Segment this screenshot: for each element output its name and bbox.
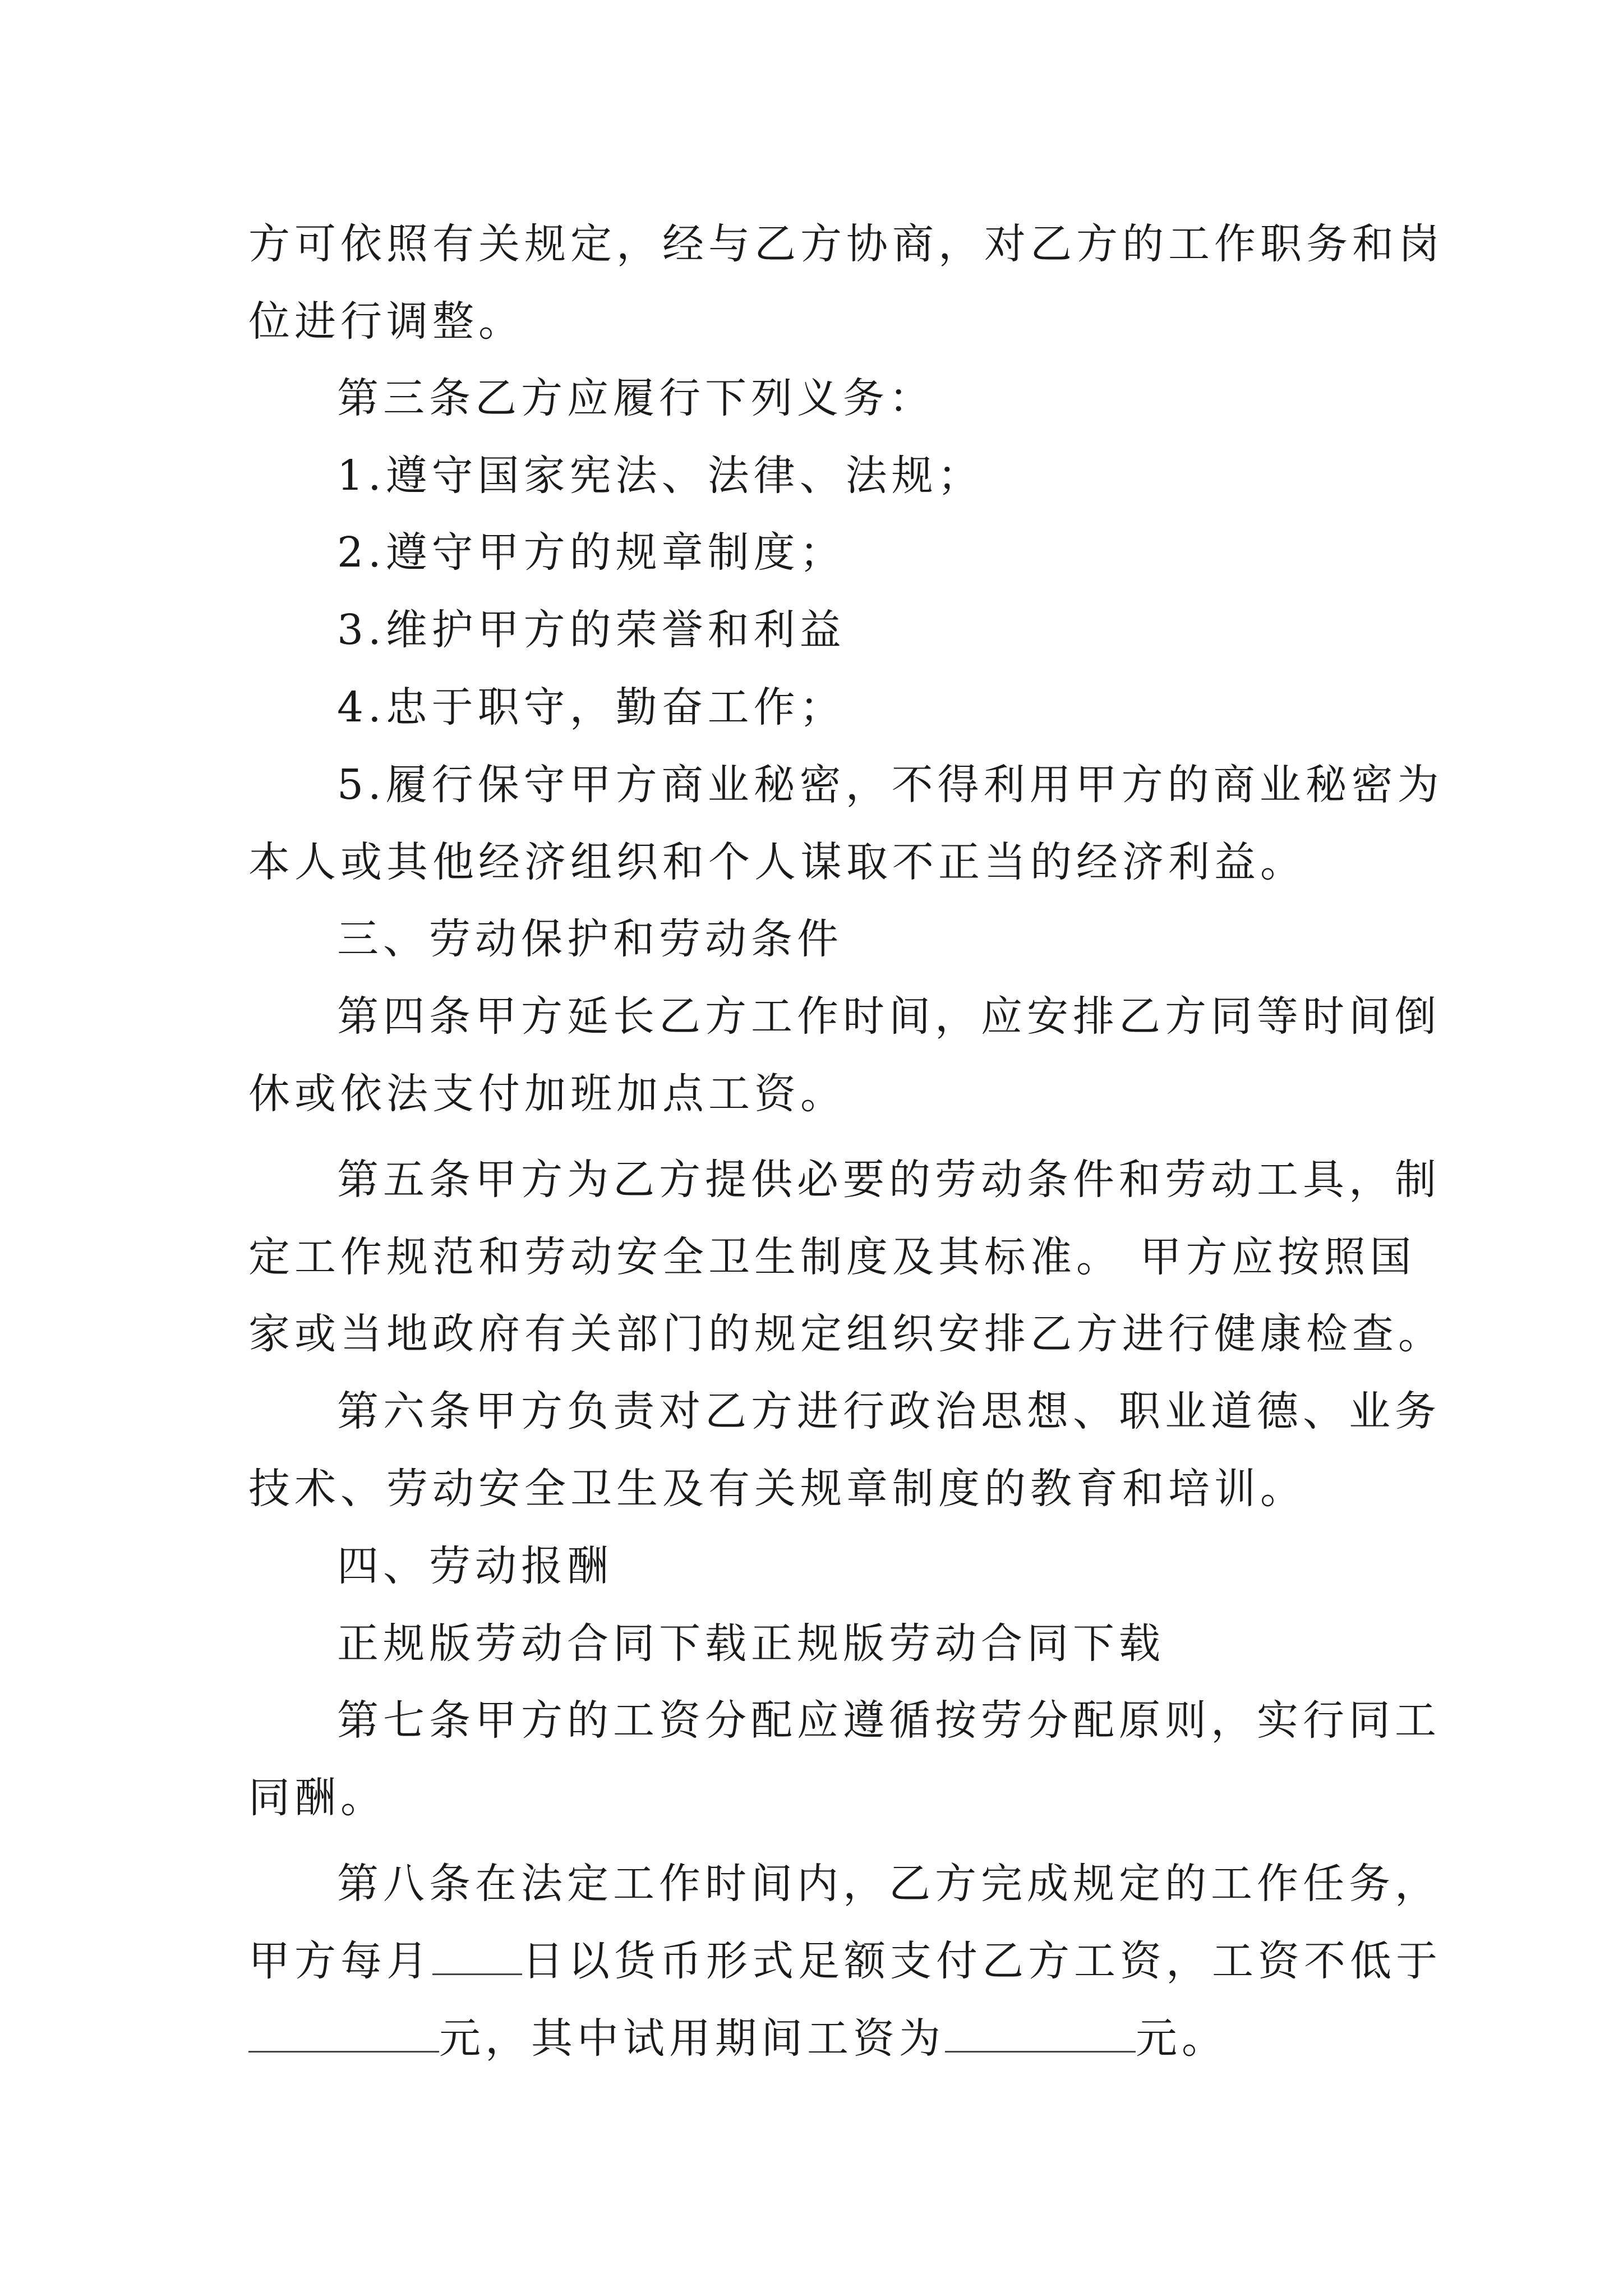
paragraph-line-with-blank (248, 1933, 1442, 1989)
paragraph-line: 同酬。 (248, 1774, 386, 1822)
list-item: 5.履行保守甲方商业秘密，不得利用甲方的商业秘密为 (337, 761, 1444, 809)
paragraph-line: 第五条甲方为乙方提供必要的劳动条件和劳动工具，制 (337, 1156, 1441, 1204)
article-heading: 第三条乙方应履行下列义务： (337, 374, 935, 422)
section-heading: 四、劳动报酬 (337, 1542, 613, 1590)
paragraph-line: 本人或其他经济组织和个人谋取不正当的经济利益。 (248, 838, 1306, 886)
paragraph-line-with-blanks (248, 2010, 1228, 2067)
paragraph-line: 方可依照有关规定，经与乙方协商，对乙方的工作职务和岗 (248, 220, 1444, 268)
paragraph-line: 技术、劳动安全卫生及有关规章制度的教育和培训。 (248, 1465, 1306, 1513)
paragraph-line: 第七条甲方的工资分配应遵循按劳分配原则，实行同工 (337, 1696, 1441, 1745)
watermark-line: 正规版劳动合同下载正规版劳动合同下载 (337, 1619, 1165, 1668)
text-fragment: 元，其中试用期间工资为 (439, 2014, 945, 2063)
blank-field-salary (248, 2016, 439, 2053)
paragraph-line: 第六条甲方负责对乙方进行政治思想、职业道德、业务 (337, 1387, 1441, 1435)
paragraph-line: 位进行调整。 (248, 297, 524, 346)
blank-field-probation-salary (945, 2016, 1136, 2053)
list-item: 1.遵守国家宪法、法律、法规； (337, 452, 984, 500)
paragraph-line: 第八条在法定工作时间内，乙方完成规定的工作任务， (337, 1860, 1441, 1908)
paragraph-line: 休或依法支付加班加点工资。 (248, 1070, 846, 1118)
list-item: 2.遵守甲方的规章制度； (337, 528, 846, 577)
blank-field-day (432, 1939, 522, 1975)
text-fragment: 元。 (1136, 2014, 1228, 2063)
text-fragment: 日以货币形式足额支付乙方工资，工资不低于 (522, 1937, 1442, 1985)
list-item: 3.维护甲方的荣誉和利益 (337, 606, 846, 654)
paragraph-line: 家或当地政府有关部门的规定组织安排乙方进行健康检查。 (248, 1310, 1444, 1358)
list-item: 4.忠于职守，勤奋工作； (337, 683, 846, 731)
paragraph-line: 定工作规范和劳动安全卫生制度及其标准。 甲方应按照国 (248, 1233, 1416, 1281)
paragraph-line: 第四条甲方延长乙方工作时间，应安排乙方同等时间倒 (337, 992, 1441, 1041)
section-heading: 三、劳动保护和劳动条件 (337, 915, 843, 963)
text-fragment: 甲方每月 (248, 1937, 432, 1985)
